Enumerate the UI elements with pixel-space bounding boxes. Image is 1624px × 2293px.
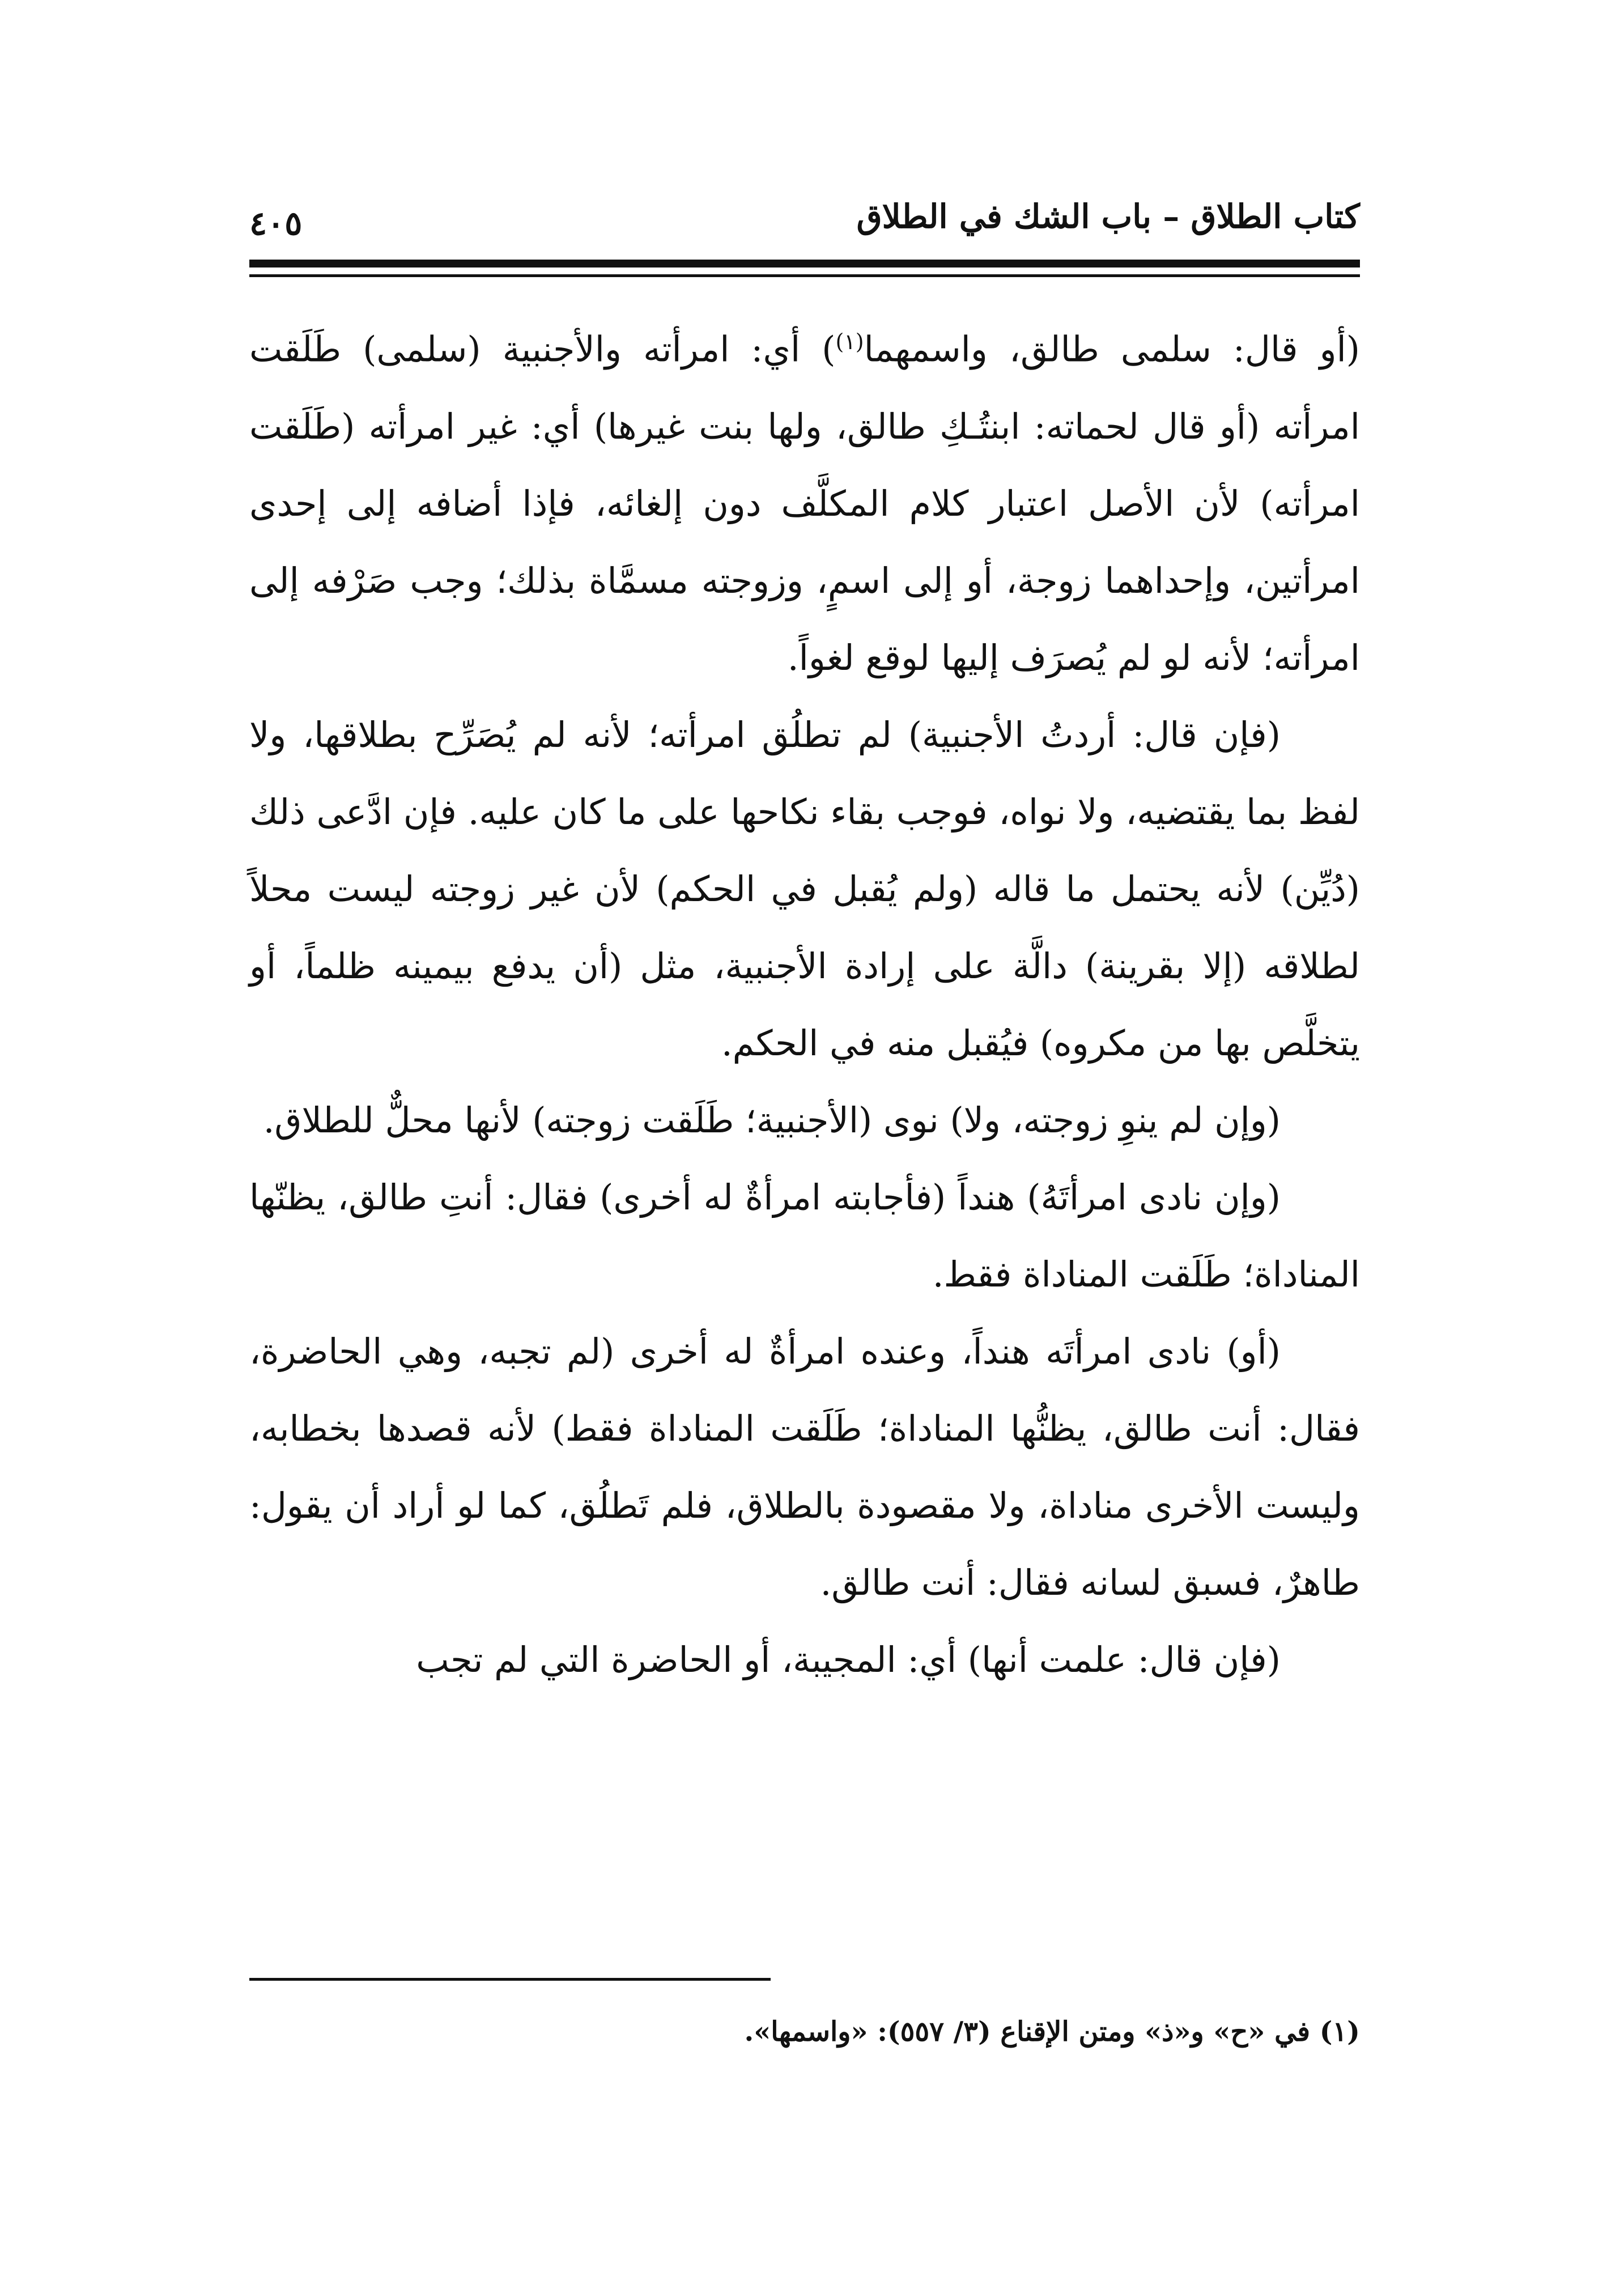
footnote-separator — [249, 1978, 771, 1981]
paragraph-1-text-a: (أو قال: سلمى طالق، واسمهما — [864, 328, 1360, 370]
paragraph-6: (فإن قال: علمت أنها) أي: المجيبة، أو الحاضرة التي لم تجب — [416, 1638, 1281, 1680]
paragraph-5: (أو) نادى امرأتَه هنداً، وعنده امرأةٌ له أخرى (لم تجبه، وهي الحاضرة، فقال: أنت طالق، يظنُّها المناداة؛ طَلَقت المناداة فقط) لأنه قصدها بخطابه، وليست الأخرى مناداة، ولا مقصودة بالطلاق، فلم تَطلُق، كما لو أراد أن يقول: طاهرٌ، فسبق لسانه فقال: أنت طالق. — [249, 1330, 1360, 1603]
paragraph-4: (وإن نادى امرأتَهُ) هنداً (فأجابته امرأةٌ له أخرى) فقال: أنتِ طالق، يظنّها المناداة؛ طَلَقت المناداة فقط. — [249, 1176, 1360, 1295]
page-number: ٤٠٥ — [249, 204, 303, 243]
book-page — [249, 187, 1360, 2171]
paragraph-1-text-b: ) أي: امرأته والأجنبية (سلمى) طَلَقت امرأته (أو قال لحماته: ابنتُـكِ طالق، ولها بنت غيرها) أي: غير امرأته (طَلَقت امرأته) لأن الأصل اعتبار كلام المكلَّف دون إلغائه، فإذا أضافه إلى إحدى امرأتين، وإحداهما زوجة، أو إلى اسمٍ، وزوجته مسمَّاة بذلك؛ وجب صَرْفه إلى امرأته؛ لأنه لو لم يُصرَف إليها لوقع لغواً. — [249, 328, 1360, 678]
paragraph-1 — [249, 303, 1360, 697]
paragraph-3: (وإن لم ينوِ زوجته، ولا) نوى (الأجنبية؛ طَلَقت زوجته) لأنها محلٌّ للطلاق. — [263, 1099, 1281, 1141]
header-rule-thin — [249, 274, 1360, 277]
page-header — [249, 187, 1360, 249]
header-rule-thick — [249, 260, 1360, 267]
main-text — [249, 303, 1360, 1698]
running-title: كتاب الطلاق – باب الشك في الطلاق — [856, 197, 1360, 236]
paragraph-2: (فإن قال: أردتُ الأجنبية) لم تطلُق امرأته؛ لأنه لم يُصَرِّح بطلاقها، ولا لفظ بما يقتضيه، ولا نواه، فوجب بقاء نكاحها على ما كان عليه. فإن ادَّعى ذلك (دُيِّن) لأنه يحتمل ما قاله (ولم يُقبل في الحكم) لأن غير زوجته ليست محلاً لطلاقه (إلا بقرينة) دالَّة على إرادة الأجنبية، مثل (أن يدفع بيمينه ظلماً، أو يتخلَّص بها من مكروه) فيُقبل منه في الحكم. — [249, 714, 1361, 1064]
footnote-marker: (١) — [835, 329, 864, 354]
footnote: (١) في «ح» و«ذ» ومتن الإقناع (٣/ ٥٥٧): «واسمها». — [744, 2016, 1360, 2048]
